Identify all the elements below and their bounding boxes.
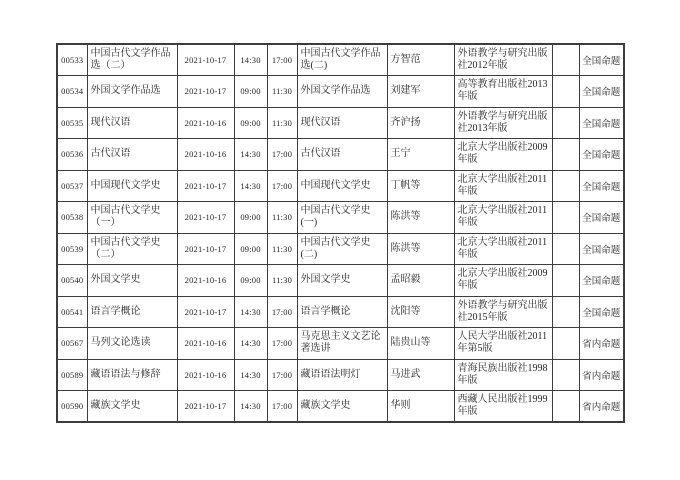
end-cell: 17:00	[267, 391, 297, 423]
textbook-cell: 现代汉语	[297, 107, 387, 139]
course-cell: 中国古代文学史（二）	[87, 233, 177, 265]
start-cell: 14:30	[234, 296, 267, 328]
scope-cell: 全国命题	[579, 76, 624, 108]
table-row	[57, 139, 624, 171]
course-cell: 中国现代文学史	[87, 170, 177, 202]
table-row	[57, 296, 624, 328]
date-cell: 2021-10-17	[177, 233, 234, 265]
code-cell: 00589	[57, 359, 87, 391]
publisher-cell: 外语教学与研究出版社2013年版	[454, 107, 552, 139]
textbook-cell: 马克思主义文艺论著选讲	[297, 328, 387, 360]
course-cell: 语言学概论	[87, 296, 177, 328]
table-row	[57, 391, 624, 423]
date-cell: 2021-10-17	[177, 202, 234, 234]
table-row	[57, 359, 624, 391]
code-cell: 00539	[57, 233, 87, 265]
textbook-cell: 古代汉语	[297, 139, 387, 171]
scope-cell: 省内命题	[579, 391, 624, 423]
textbook-cell: 外国文学作品选	[297, 76, 387, 108]
publisher-cell: 北京大学出版社2011年版	[454, 202, 552, 234]
table-row	[57, 233, 624, 265]
start-cell: 09:00	[234, 265, 267, 297]
course-cell: 外国文学史	[87, 265, 177, 297]
date-cell: 2021-10-17	[177, 44, 234, 76]
code-cell: 00534	[57, 76, 87, 108]
textbook-cell: 中国古代文学史(二)	[297, 233, 387, 265]
table-row	[57, 202, 624, 234]
exam-table-body	[57, 44, 624, 422]
end-cell: 17:00	[267, 170, 297, 202]
scope-cell: 全国命题	[579, 170, 624, 202]
scope-cell: 全国命题	[579, 107, 624, 139]
start-cell: 14:30	[234, 359, 267, 391]
end-cell: 11:30	[267, 265, 297, 297]
start-cell: 09:00	[234, 202, 267, 234]
exam-schedule-table	[56, 43, 625, 423]
author-cell: 陈洪等	[387, 202, 454, 234]
note-cell	[552, 359, 579, 391]
table-row	[57, 76, 624, 108]
code-cell: 00536	[57, 139, 87, 171]
end-cell: 17:00	[267, 296, 297, 328]
date-cell: 2021-10-16	[177, 359, 234, 391]
note-cell	[552, 265, 579, 297]
date-cell: 2021-10-17	[177, 296, 234, 328]
publisher-cell: 北京大学出版社2011年版	[454, 233, 552, 265]
course-cell: 中国古代文学史（一）	[87, 202, 177, 234]
end-cell: 11:30	[267, 233, 297, 265]
note-cell	[552, 202, 579, 234]
textbook-cell: 藏族文学史	[297, 391, 387, 423]
date-cell: 2021-10-16	[177, 107, 234, 139]
code-cell: 00590	[57, 391, 87, 423]
code-cell: 00540	[57, 265, 87, 297]
start-cell: 09:00	[234, 233, 267, 265]
author-cell: 陆贵山等	[387, 328, 454, 360]
author-cell: 沈阳等	[387, 296, 454, 328]
start-cell: 14:30	[234, 391, 267, 423]
publisher-cell: 高等教育出版社2013年版	[454, 76, 552, 108]
author-cell: 方智范	[387, 44, 454, 76]
code-cell: 00535	[57, 107, 87, 139]
publisher-cell: 青海民族出版社1998年版	[454, 359, 552, 391]
end-cell: 11:30	[267, 107, 297, 139]
scope-cell: 省内命题	[579, 328, 624, 360]
start-cell: 14:30	[234, 44, 267, 76]
end-cell: 11:30	[267, 76, 297, 108]
author-cell: 丁帆等	[387, 170, 454, 202]
course-cell: 中国古代文学作品选（二）	[87, 44, 177, 76]
textbook-cell: 中国现代文学史	[297, 170, 387, 202]
start-cell: 14:30	[234, 328, 267, 360]
table-row	[57, 107, 624, 139]
publisher-cell: 北京大学出版社2009年版	[454, 265, 552, 297]
code-cell: 00541	[57, 296, 87, 328]
end-cell: 17:00	[267, 328, 297, 360]
scope-cell: 全国命题	[579, 44, 624, 76]
author-cell: 孟昭毅	[387, 265, 454, 297]
course-cell: 现代汉语	[87, 107, 177, 139]
scope-cell: 全国命题	[579, 265, 624, 297]
start-cell: 09:00	[234, 76, 267, 108]
publisher-cell: 外语教学与研究出版社2015年版	[454, 296, 552, 328]
textbook-cell: 外国文学史	[297, 265, 387, 297]
table-row	[57, 170, 624, 202]
scope-cell: 全国命题	[579, 296, 624, 328]
code-cell: 00538	[57, 202, 87, 234]
publisher-cell: 人民大学出版社2011年第5版	[454, 328, 552, 360]
scope-cell: 全国命题	[579, 233, 624, 265]
textbook-cell: 中国古代文学史(一)	[297, 202, 387, 234]
course-cell: 古代汉语	[87, 139, 177, 171]
end-cell: 17:00	[267, 139, 297, 171]
author-cell: 王宁	[387, 139, 454, 171]
author-cell: 刘建军	[387, 76, 454, 108]
note-cell	[552, 170, 579, 202]
end-cell: 17:00	[267, 44, 297, 76]
table-row	[57, 328, 624, 360]
code-cell: 00537	[57, 170, 87, 202]
textbook-cell: 藏语语法明灯	[297, 359, 387, 391]
scope-cell: 全国命题	[579, 202, 624, 234]
end-cell: 11:30	[267, 202, 297, 234]
date-cell: 2021-10-16	[177, 328, 234, 360]
note-cell	[552, 44, 579, 76]
note-cell	[552, 391, 579, 423]
code-cell: 00567	[57, 328, 87, 360]
start-cell: 14:30	[234, 170, 267, 202]
publisher-cell: 北京大学出版社2009年版	[454, 139, 552, 171]
date-cell: 2021-10-16	[177, 139, 234, 171]
date-cell: 2021-10-17	[177, 170, 234, 202]
note-cell	[552, 76, 579, 108]
note-cell	[552, 296, 579, 328]
start-cell: 14:30	[234, 139, 267, 171]
course-cell: 藏语语法与修辞	[87, 359, 177, 391]
table-row	[57, 265, 624, 297]
publisher-cell: 北京大学出版社2011年版	[454, 170, 552, 202]
textbook-cell: 语言学概论	[297, 296, 387, 328]
course-cell: 外国文学作品选	[87, 76, 177, 108]
author-cell: 陈洪等	[387, 233, 454, 265]
course-cell: 马列文论选读	[87, 328, 177, 360]
end-cell: 17:00	[267, 359, 297, 391]
publisher-cell: 外语教学与研究出版社2012年版	[454, 44, 552, 76]
date-cell: 2021-10-17	[177, 76, 234, 108]
note-cell	[552, 107, 579, 139]
textbook-cell: 中国古代文学作品选(二)	[297, 44, 387, 76]
note-cell	[552, 233, 579, 265]
note-cell	[552, 139, 579, 171]
date-cell: 2021-10-17	[177, 391, 234, 423]
code-cell: 00533	[57, 44, 87, 76]
scope-cell: 省内命题	[579, 359, 624, 391]
note-cell	[552, 328, 579, 360]
table-row	[57, 44, 624, 76]
publisher-cell: 西藏人民出版社1999年版	[454, 391, 552, 423]
author-cell: 华则	[387, 391, 454, 423]
scope-cell: 全国命题	[579, 139, 624, 171]
author-cell: 齐沪扬	[387, 107, 454, 139]
course-cell: 藏族文学史	[87, 391, 177, 423]
start-cell: 09:00	[234, 107, 267, 139]
author-cell: 马进武	[387, 359, 454, 391]
date-cell: 2021-10-16	[177, 265, 234, 297]
